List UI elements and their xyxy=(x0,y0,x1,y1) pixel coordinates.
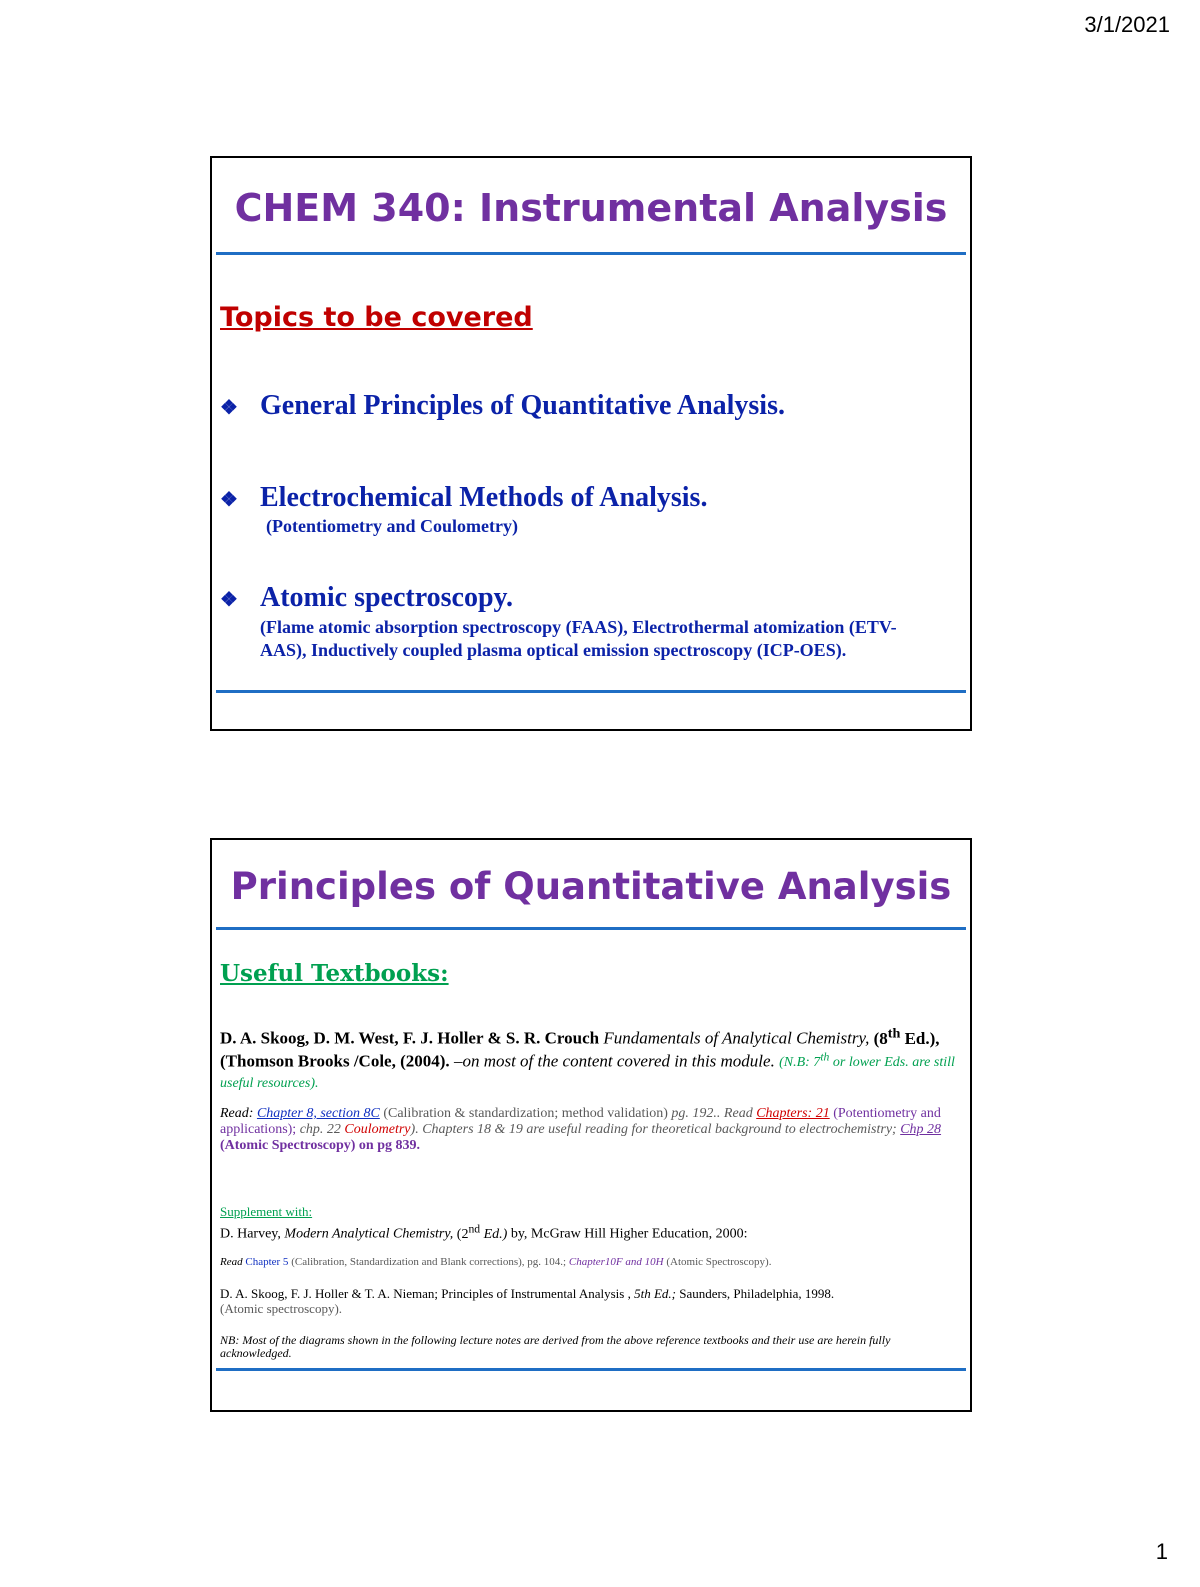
slide-2 xyxy=(210,838,972,1412)
nb-open: (N.B: 7 xyxy=(779,1055,821,1071)
chapter-5-link[interactable]: Chapter 5 xyxy=(245,1256,289,1268)
topic-sub: (Flame atomic absorption spectroscopy (FAAS), Electrothermal atomization (ETV-AAS), Inductively coupled plasma optical emission spectroscopy (ICP-OES). xyxy=(260,617,897,660)
read-text: (Atomic Spectroscopy) on pg 839. xyxy=(220,1138,421,1153)
title-rule xyxy=(216,252,966,255)
ref-edition-sup: th xyxy=(887,1025,901,1041)
ref-authors: D. A. Skoog, D. M. West, F. J. Holler & S. R. Crouch xyxy=(220,1028,600,1048)
ref-publisher: (Thomson Brooks /Cole, (2004). xyxy=(220,1051,450,1071)
footer-rule xyxy=(216,690,966,693)
chapter-10-link[interactable]: Chapter10F and 10H xyxy=(568,1256,664,1268)
ref-note: –on most of the content covered in this module. xyxy=(453,1051,775,1071)
topic-main: Atomic spectroscopy. xyxy=(260,582,513,613)
read-text: pg. 192.. Read xyxy=(671,1106,753,1121)
topic-item xyxy=(220,582,944,662)
ref-edition: 5th Ed.; xyxy=(634,1286,676,1301)
read-instructions-1 xyxy=(220,1106,964,1154)
diamond-bullet-icon: ❖ xyxy=(220,397,238,419)
chapters-21-link[interactable]: Chapters: 21 xyxy=(756,1106,830,1121)
ref-edition-sup: nd xyxy=(468,1222,481,1235)
topic-item xyxy=(220,390,964,422)
read-text: (Potentiometry and applications); xyxy=(220,1106,941,1137)
acknowledgement-note: NB: Most of the diagrams shown in the following lecture notes are derived from the above reference textbooks and their use are herein fully acknowledged. xyxy=(220,1333,891,1360)
diamond-bullet-icon: ❖ xyxy=(220,589,238,611)
ref-authors: D. Harvey, xyxy=(220,1226,281,1242)
footer-rule xyxy=(216,1368,966,1371)
read-instructions-2 xyxy=(220,1256,964,1268)
chp-28-link[interactable]: Chp 28 xyxy=(900,1122,942,1137)
topic-item xyxy=(220,482,964,537)
ref-book: Fundamentals of Analytical Chemistry, xyxy=(603,1028,870,1048)
read-text: chp. 22 xyxy=(299,1122,341,1137)
textbooks-heading: Useful Textbooks: xyxy=(220,960,449,987)
ref-edition-close: Ed.) xyxy=(483,1226,508,1242)
title-rule xyxy=(216,927,966,930)
ref-publisher: by, McGraw Hill Higher Education, 2000: xyxy=(510,1226,748,1242)
supplement-heading: Supplement with: xyxy=(220,1204,313,1219)
slide-1 xyxy=(210,156,972,731)
ref-edition: (2 xyxy=(456,1226,469,1242)
reference-1 xyxy=(220,1024,964,1093)
ref-publisher: Saunders, Philadelphia, 1998. xyxy=(679,1286,835,1301)
page-date: 3/1/2021 xyxy=(1084,12,1170,37)
nb-close: or lower Eds. are still useful resources). xyxy=(220,1055,955,1092)
reference-3 xyxy=(220,1286,964,1316)
read-label: Read xyxy=(220,1256,243,1268)
ref-edition-close: Ed.), xyxy=(904,1028,940,1048)
read-label: Read: xyxy=(220,1106,254,1121)
topic-main: Electrochemical Methods of Analysis. xyxy=(260,482,708,513)
read-text: ). Chapters 18 & 19 are useful reading for theoretical background to electrochemistry; xyxy=(410,1122,897,1137)
ref-book: Modern Analytical Chemistry, xyxy=(284,1226,454,1242)
topic-sub: (Potentiometry and Coulometry) xyxy=(266,516,518,536)
read-text: (Calibration & standardization; method validation) xyxy=(383,1106,668,1121)
topic-main: General Principles of Quantitative Analysis. xyxy=(260,390,785,421)
coulometry-text: Coulometry xyxy=(344,1122,411,1137)
ref-edition: (8 xyxy=(873,1028,888,1048)
ref-text: D. A. Skoog, F. J. Holler & T. A. Nieman; Principles of Instrumental Analysis , xyxy=(220,1286,631,1301)
read-text: (Atomic Spectroscopy). xyxy=(666,1256,772,1268)
topics-heading: Topics to be covered xyxy=(220,302,533,333)
read-text: (Calibration, Standardization and Blank corrections), pg. 104.; xyxy=(291,1256,567,1268)
chapter-8-link[interactable]: Chapter 8, section 8C xyxy=(256,1106,380,1121)
ref-note: (Atomic spectroscopy). xyxy=(220,1301,343,1316)
reference-2 xyxy=(220,1222,964,1243)
page-number: 1 xyxy=(1155,1539,1168,1564)
slide-1-title: CHEM 340: Instrumental Analysis xyxy=(234,186,948,230)
diamond-bullet-icon: ❖ xyxy=(220,489,238,511)
slide-2-title: Principles of Quantitative Analysis xyxy=(230,865,952,908)
nb-sup: th xyxy=(820,1050,830,1064)
